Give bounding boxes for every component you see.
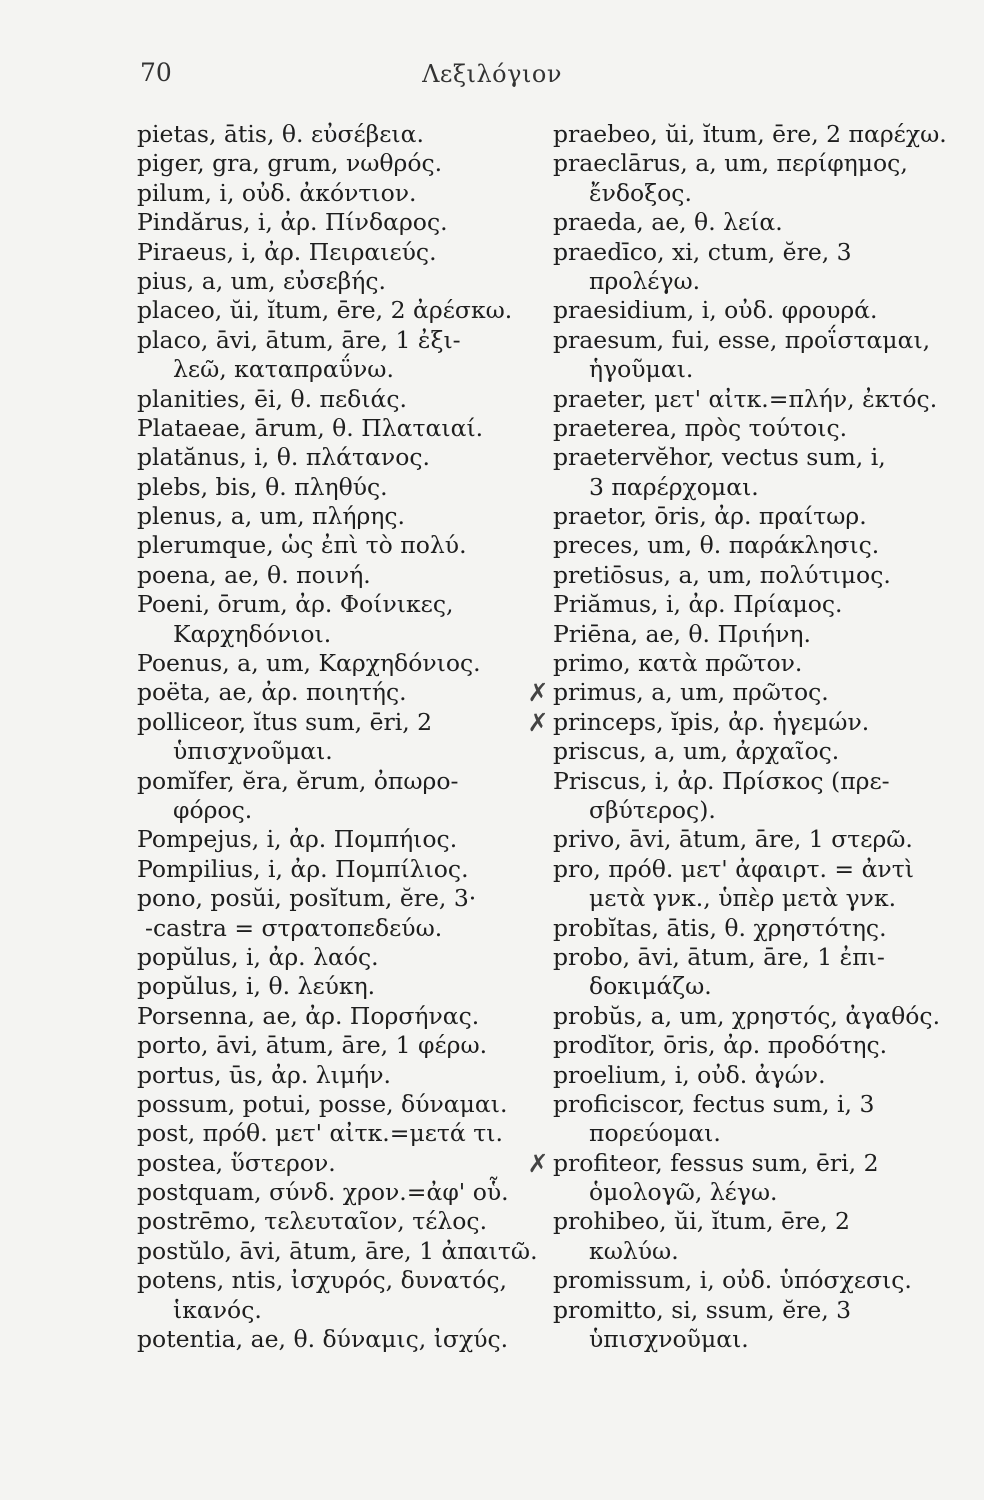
entry-line: pius, a, um, εὐσεβής. — [137, 266, 386, 295]
entry-line: plenus, a, um, πλήρης. — [137, 502, 405, 531]
entry-line: postquam, σύνδ. χρον.=ἀφ' οὗ. — [137, 1178, 509, 1207]
entry-line: promissum, i, οὐδ. ὑπόσχεσις. — [553, 1266, 912, 1295]
entry-line: pretiōsus, a, um, πολύτιμος. — [553, 560, 891, 589]
entry-line: planities, ēi, θ. πεδιάς. — [137, 384, 408, 413]
entry-line: popŭlus, i, ἀρ. λαός. — [137, 942, 379, 971]
entry-line — [527, 1148, 953, 1178]
cross-mark-icon: ✗ — [527, 707, 549, 737]
entry-continuation: ὁμολογῶ, λέγω. — [589, 1178, 778, 1207]
entry-line: priscus, a, um, ἀρχαῖος. — [553, 737, 840, 766]
entry-continuation: ἡγοῦμαι. — [589, 355, 694, 384]
entry-line: placo, āvi, ātum, āre, 1 ἐξι- — [137, 325, 461, 354]
entry-continuation: Καρχηδόνιοι. — [173, 619, 332, 648]
entry-continuation: λεῶ, καταπραΰνω. — [173, 355, 394, 384]
entry-continuation: 3 παρέρχομαι. — [589, 472, 759, 501]
entry-line: praesidium, i, οὐδ. φρουρά. — [553, 296, 878, 325]
entry-line: Pindărus, i, ἀρ. Πίνδαρος. — [137, 208, 448, 237]
right-column — [527, 120, 953, 1354]
entry-continuation: δοκιμάζω. — [589, 972, 712, 1001]
entry-line: platănus, i, θ. πλάτανος. — [137, 443, 430, 472]
entry-line: prodĭtor, ōris, ἀρ. προδότης. — [553, 1031, 888, 1060]
entry-line: postŭlo, āvi, ātum, āre, 1 ἀπαιτῶ. — [137, 1236, 538, 1265]
entry-line: praetor, ōris, ἀρ. πραίτωρ. — [553, 502, 867, 531]
entry-line: plerumque, ὡς ἐπὶ τὸ πολύ. — [137, 531, 467, 560]
entry-continuation: προλέγω. — [589, 266, 701, 295]
entry-line: potentia, ae, θ. δύναμις, ἰσχύς. — [137, 1325, 509, 1354]
entry-line: pro, πρόθ. μετ' ἀφαιρτ. = ἀντὶ — [553, 854, 914, 883]
entry-line: probĭtas, ātis, θ. χρηστότης. — [553, 913, 887, 942]
entry-line: possum, potui, posse, δύναμαι. — [137, 1089, 508, 1118]
entry-line: prohibeo, ŭi, ĭtum, ēre, 2 — [553, 1207, 850, 1236]
entry-continuation: πορεύομαι. — [589, 1119, 721, 1148]
entry-line: probŭs, a, um, χρηστός, ἀγαθός. — [553, 1001, 941, 1030]
entry-line: Piraeus, i, ἀρ. Πειραιεύς. — [137, 237, 437, 266]
entry-line: pono, posŭi, posĭtum, ĕre, 3· — [137, 884, 477, 913]
entry-line: praedīco, xi, ctum, ĕre, 3 — [553, 237, 852, 266]
entry-line: postea, ὕστερον. — [137, 1148, 336, 1177]
entry-line: porto, āvi, ātum, āre, 1 φέρω. — [137, 1031, 488, 1060]
entry-line: -castra = στρατοπεδεύω. — [145, 913, 443, 942]
cross-mark-icon: ✗ — [527, 678, 549, 708]
entry-line: proficiscor, fectus sum, i, 3 — [553, 1089, 875, 1118]
entry-text: princeps, ĭpis, ἀρ. ἡγεμών. — [553, 707, 870, 736]
entry-continuation: σβύτερος). — [589, 795, 716, 824]
entry-line: Priscus, i, ἀρ. Πρίσκος (πρε- — [553, 766, 890, 795]
entry-continuation: ὑπισχνοῦμαι. — [589, 1325, 749, 1354]
entry-line: postrēmo, τελευταῖον, τέλος. — [137, 1207, 488, 1236]
left-column — [137, 120, 542, 1354]
entry-continuation: φόρος. — [173, 795, 253, 824]
entry-line — [527, 678, 953, 708]
entry-line: pietas, ātis, θ. εὐσέβεια. — [137, 120, 424, 148]
entry-line: proelium, i, οὐδ. ἀγών. — [553, 1060, 826, 1089]
entry-line: praetervĕhor, vectus sum, i, — [553, 443, 886, 472]
entry-continuation: ὑπισχνοῦμαι. — [173, 737, 333, 766]
entry-continuation: κωλύω. — [589, 1236, 679, 1265]
entry-text: profiteor, fessus sum, ēri, 2 — [553, 1148, 879, 1177]
entry-line: Pompejus, i, ἀρ. Πομπήιος. — [137, 825, 458, 854]
entry-continuation: ἔνδοξος. — [589, 178, 692, 207]
entry-line: Poenus, a, um, Καρχηδόνιος. — [137, 649, 481, 678]
entry-line: probo, āvi, ātum, āre, 1 ἐπι- — [553, 942, 885, 971]
entry-line: praesum, fui, esse, προΐσταμαι, — [553, 325, 931, 354]
entry-line: praeter, μετ' αἰτκ.=πλήν, ἐκτός. — [553, 384, 938, 413]
entry-continuation: ἱκανός. — [173, 1295, 262, 1324]
entry-line: Poeni, ōrum, ἀρ. Φοίνικες, — [137, 590, 454, 619]
entry-line: praeda, ae, θ. λεία. — [553, 208, 783, 237]
entry-line: potens, ntis, ἰσχυρός, δυνατός, — [137, 1266, 507, 1295]
entry-line: praeterea, πρὸς τούτοις. — [553, 413, 848, 442]
entry-line: praebeo, ŭi, ĭtum, ēre, 2 παρέχω. — [553, 120, 947, 148]
cross-mark-icon: ✗ — [527, 1148, 549, 1178]
entry-line: Plataeae, ārum, θ. Πλαταιαί. — [137, 413, 484, 442]
page-number: 70 — [140, 58, 172, 87]
entry-line: preces, um, θ. παράκλησις. — [553, 531, 880, 560]
entry-text: primus, a, um, πρῶτος. — [553, 678, 829, 707]
entry-line: popŭlus, i, θ. λεύκη. — [137, 972, 376, 1001]
entry-continuation: μετὰ γνκ., ὑπὲρ μετὰ γνκ. — [589, 884, 897, 913]
entry-line: praeclārus, a, um, περίφημος, — [553, 149, 908, 178]
entry-line: Priēna, ae, θ. Πριήνη. — [553, 619, 811, 648]
entry-line: post, πρόθ. μετ' αἰτκ.=μετά τι. — [137, 1119, 503, 1148]
entry-line: primo, κατὰ πρῶτον. — [553, 649, 803, 678]
entry-line: polliceor, ĭtus sum, ēri, 2 — [137, 707, 433, 736]
entry-line: privo, āvi, ātum, āre, 1 στερῶ. — [553, 825, 913, 854]
entry-line: Priămus, i, ἀρ. Πρίαμος. — [553, 590, 843, 619]
running-head: Λεξιλόγιον — [422, 60, 562, 88]
entry-line: plebs, bis, θ. πληθύς. — [137, 472, 388, 501]
entry-line: Pompilius, i, ἀρ. Πομπίλιος. — [137, 854, 469, 883]
entry-line: placeo, ŭi, ĭtum, ēre, 2 ἀρέσκω. — [137, 296, 513, 325]
entry-line: portus, ūs, ἀρ. λιμήν. — [137, 1060, 391, 1089]
entry-line: Porsenna, ae, ἀρ. Πορσήνας. — [137, 1001, 480, 1030]
entry-line: pilum, i, οὐδ. ἀκόντιον. — [137, 178, 417, 207]
entry-line — [527, 707, 953, 737]
entry-line: pomĭfer, ĕra, ĕrum, ὀπωρο- — [137, 766, 459, 795]
entry-line: promitto, si, ssum, ĕre, 3 — [553, 1295, 852, 1324]
entry-line: poëta, ae, ἀρ. ποιητής. — [137, 678, 407, 707]
entry-line: poena, ae, θ. ποινή. — [137, 560, 371, 589]
entry-line: piger, gra, grum, νωθρός. — [137, 149, 443, 178]
